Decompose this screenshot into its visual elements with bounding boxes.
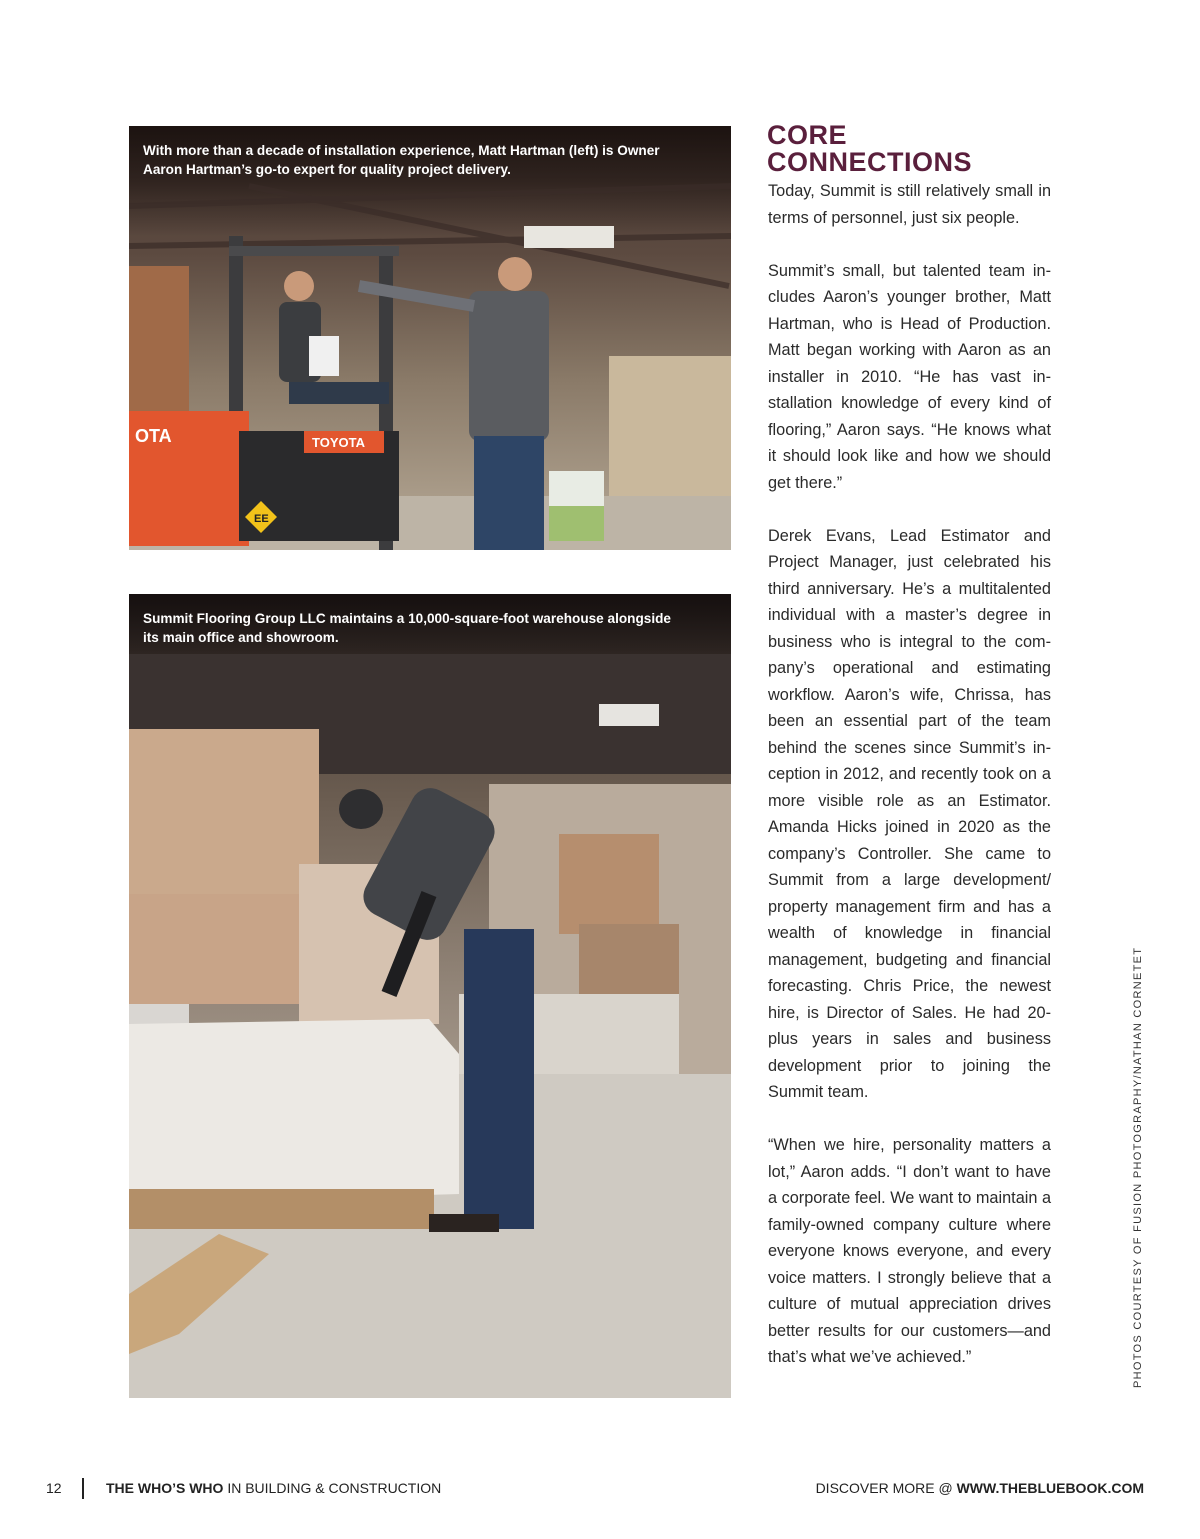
page-footer [0, 1478, 1200, 1500]
page-number: 12 [46, 1480, 62, 1496]
article-paragraph: Summit’s small, but talented team includes Aaron’s younger brother, Matt Hartman, who is Head of Production. Matt began working with Aaron as an installer in 2010. “He has vast installation knowledge of every kind of flooring,” Aaron says. “He knows what it should look like and how we should get there.” [768, 261, 1051, 492]
heading-line-2: CONNECTIONS [767, 147, 973, 177]
section-heading [767, 122, 1067, 176]
discover-more-link[interactable] [816, 1480, 1144, 1496]
forklift-side-label: OTA [135, 426, 172, 446]
article-paragraph: “When we hire, personality matters a lot,” Aaron adds. “I don’t want to have a corporate feel. We want to maintain a family-owned company culture where everyone knows everyone, and every voice matters. I strongly believe that a culture of mutual appreciation drives better results for our customers—and that’s what we’ve achieved.” [768, 1136, 1051, 1366]
heading-line-1: CORE [767, 120, 848, 150]
article-paragraph: Today, Summit is still relatively small in terms of personnel, just six people. [768, 182, 1051, 227]
forklift-brand-label: TOYOTA [312, 435, 365, 450]
website-url[interactable]: WWW.THEBLUEBOOK.COM [956, 1480, 1144, 1496]
photo-caption: With more than a decade of installation experience, Matt Hartman (left) is Owner Aaron Hartman’s go-to expert for quality project delivery. [143, 143, 660, 177]
footer-divider [82, 1478, 84, 1499]
warning-sign-label: EE [254, 513, 269, 525]
publication-title-rest: IN BUILDING & CONSTRUCTION [223, 1480, 442, 1496]
photo-credit: PHOTOS COURTESY OF FUSION PHOTOGRAPHY/NATHAN CORNETET [1132, 946, 1144, 1388]
article-paragraph: Derek Evans, Lead Estimator and Project Manager, just celebrated his third anniversary. He’s a multitalented individual with a master’s degree in business who is integral to the company’s operational and estimating workflow. Aaron’s wife, Chrissa, has been an essential part of the team behind the scenes since Summit’s inception in 2012, and recently took on a more visible role as an Estimator. Amanda Hicks joined in 2020 as the company’s Controller. She came to Summit from a large development/ property management firm and has a wealth of knowledge in financial management, budgeting and financial forecasting. Chris Price, the newest hire, is Director of Sales. He had 20-plus years in sales and business development prior to joining the Summit team. [768, 526, 1051, 1101]
publication-title-bold: THE WHO’S WHO [106, 1480, 224, 1496]
article-body [768, 178, 1051, 1397]
discover-prefix: DISCOVER MORE @ [815, 1480, 957, 1496]
forklift-photo [129, 126, 731, 550]
forklift-scene-illustration [129, 126, 731, 550]
warehouse-photo [129, 594, 731, 1398]
publication-title [106, 1480, 441, 1496]
photo-caption: Summit Flooring Group LLC maintains a 10,000-square-foot warehouse alongside its main office and showroom. [143, 611, 671, 645]
warehouse-scene-illustration [129, 594, 731, 1398]
